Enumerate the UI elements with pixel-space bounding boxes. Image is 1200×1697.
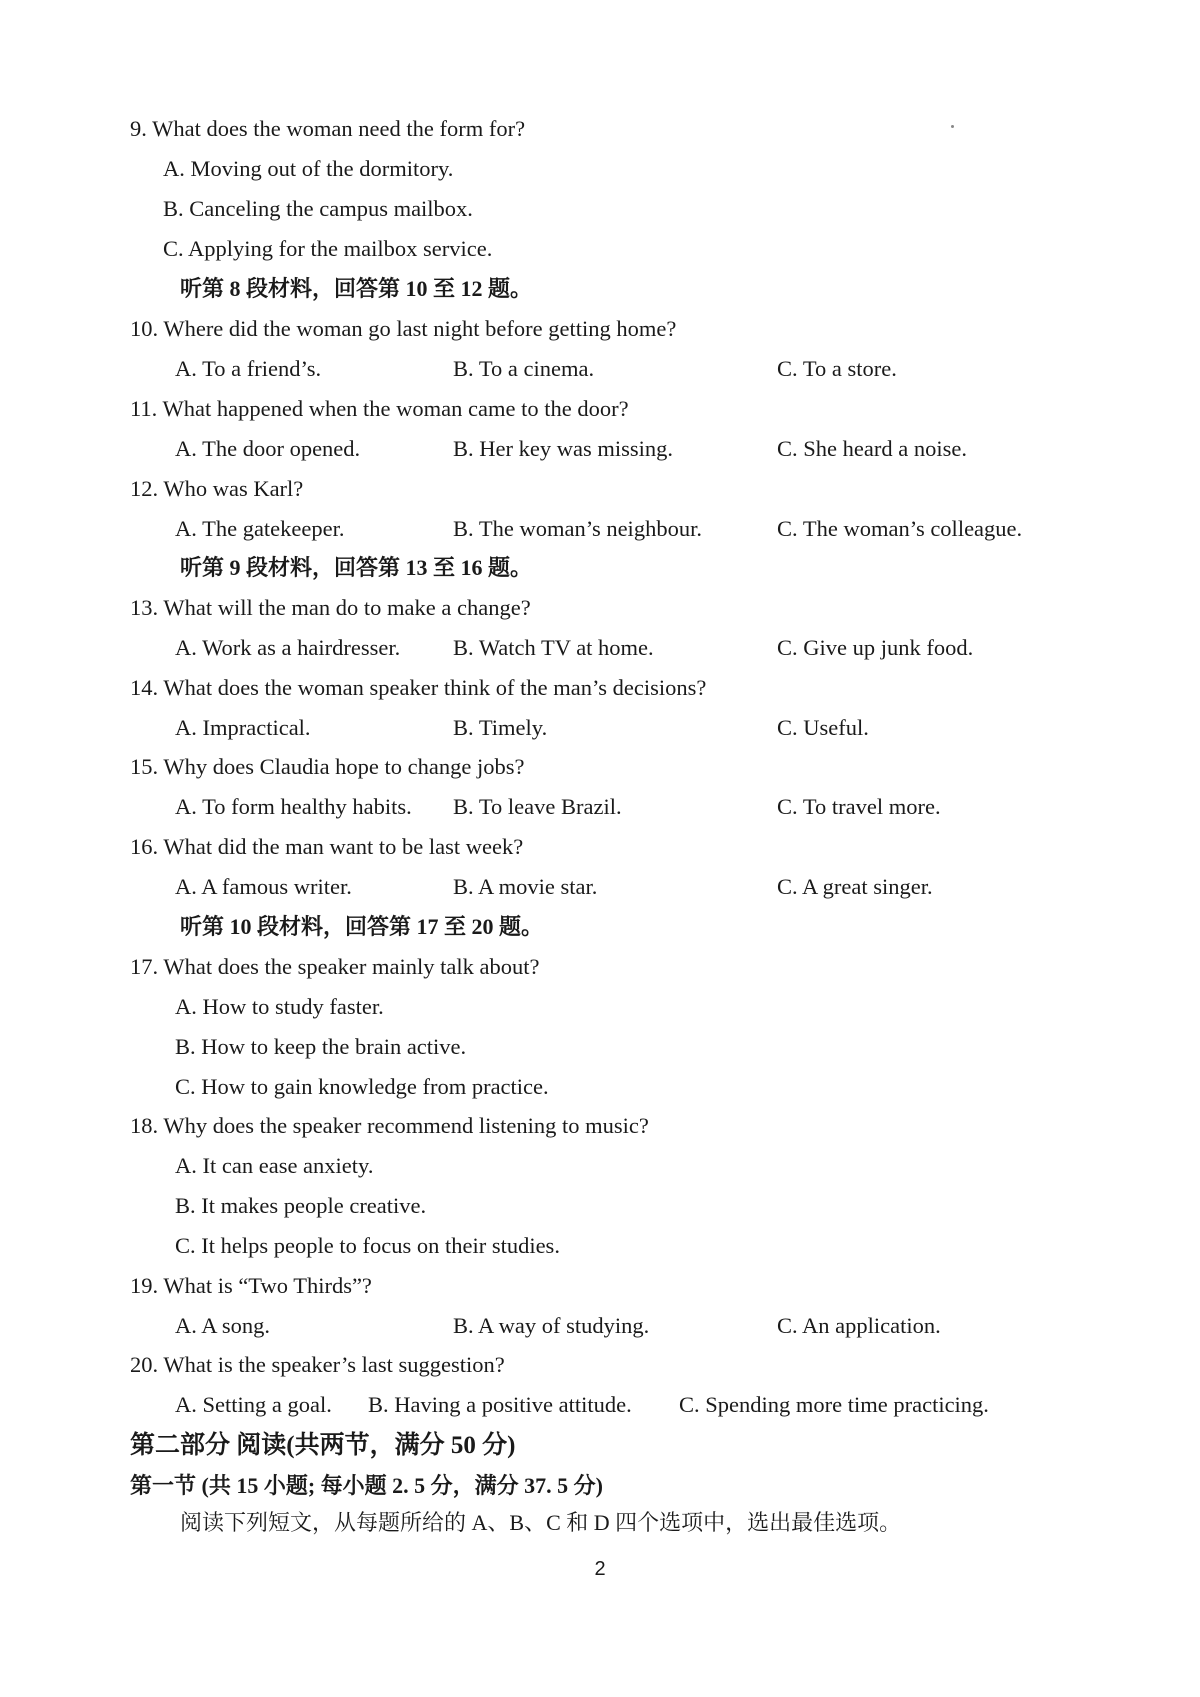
- question-14-stem: 14. What does the woman speaker think of the man’s decisions?: [130, 675, 707, 700]
- question-20-stem: 20. What is the speaker’s last suggestion?: [130, 1352, 505, 1377]
- scan-speck: [951, 125, 954, 128]
- question-9-stem: 9. What does the woman need the form for?: [130, 116, 526, 141]
- question-19-stem: 19. What is “Two Thirds”?: [130, 1273, 372, 1298]
- question-9-option-c: C. Applying for the mailbox service.: [163, 236, 493, 261]
- question-16-option-a: A. A famous writer.: [175, 874, 352, 899]
- question-12-stem: 12. Who was Karl?: [130, 476, 304, 501]
- question-13-option-b: B. Watch TV at home.: [453, 635, 654, 660]
- question-17-stem: 17. What does the speaker mainly talk about?: [130, 954, 540, 979]
- question-9-option-a: A. Moving out of the dormitory.: [163, 156, 454, 181]
- question-15-option-b: B. To leave Brazil.: [453, 794, 622, 819]
- question-13-stem: 13. What will the man do to make a change?: [130, 595, 531, 620]
- question-19-option-a: A. A song.: [175, 1313, 271, 1338]
- question-10-stem: 10. Where did the woman go last night before getting home?: [130, 316, 677, 341]
- question-9-option-b: B. Canceling the campus mailbox.: [163, 196, 473, 221]
- page-number: 2: [594, 1558, 606, 1580]
- question-14-option-b: B. Timely.: [453, 715, 548, 740]
- question-10-option-b: B. To a cinema.: [453, 356, 595, 381]
- section-one-heading: 第一节 (共 15 小题; 每小题 2. 5 分，满分 37. 5 分): [130, 1473, 603, 1498]
- question-11-option-b: B. Her key was missing.: [453, 436, 673, 461]
- question-12-option-a: A. The gatekeeper.: [175, 516, 345, 541]
- question-12-option-c: C. The woman’s colleague.: [777, 516, 1023, 541]
- question-16-option-c: C. A great singer.: [777, 874, 933, 899]
- question-11-option-c: C. She heard a noise.: [777, 436, 967, 461]
- question-16-stem: 16. What did the man want to be last week?: [130, 834, 524, 859]
- question-19-option-c: C. An application.: [777, 1313, 941, 1338]
- question-10-option-c: C. To a store.: [777, 356, 897, 381]
- question-20-option-b: B. Having a positive attitude.: [368, 1392, 632, 1417]
- listening-instruction-8: 听第 8 段材料，回答第 10 至 12 题。: [180, 276, 533, 301]
- part-two-heading: 第二部分 阅读(共两节，满分 50 分): [130, 1432, 516, 1459]
- listening-instruction-10: 听第 10 段材料，回答第 17 至 20 题。: [180, 914, 544, 939]
- question-13-option-c: C. Give up junk food.: [777, 635, 974, 660]
- question-13-option-a: A. Work as a hairdresser.: [175, 635, 401, 660]
- question-15-option-c: C. To travel more.: [777, 794, 941, 819]
- question-10-option-a: A. To a friend’s.: [175, 356, 322, 381]
- question-19-option-b: B. A way of studying.: [453, 1313, 650, 1338]
- question-11-stem: 11. What happened when the woman came to the door?: [130, 396, 629, 421]
- question-18-option-c: C. It helps people to focus on their studies.: [175, 1233, 560, 1258]
- question-15-stem: 15. Why does Claudia hope to change jobs?: [130, 754, 525, 779]
- listening-instruction-9: 听第 9 段材料，回答第 13 至 16 题。: [180, 555, 533, 580]
- question-16-option-b: B. A movie star.: [453, 874, 598, 899]
- question-17-option-a: A. How to study faster.: [175, 994, 384, 1019]
- question-18-option-a: A. It can ease anxiety.: [175, 1153, 374, 1178]
- question-12-option-b: B. The woman’s neighbour.: [453, 516, 702, 541]
- question-20-option-c: C. Spending more time practicing.: [679, 1392, 989, 1417]
- question-14-option-a: A. Impractical.: [175, 715, 311, 740]
- question-18-option-b: B. It makes people creative.: [175, 1193, 427, 1218]
- question-17-option-c: C. How to gain knowledge from practice.: [175, 1074, 549, 1099]
- question-18-stem: 18. Why does the speaker recommend listening to music?: [130, 1113, 649, 1138]
- question-14-option-c: C. Useful.: [777, 715, 869, 740]
- question-17-option-b: B. How to keep the brain active.: [175, 1034, 467, 1059]
- question-20-option-a: A. Setting a goal.: [175, 1392, 332, 1417]
- question-15-option-a: A. To form healthy habits.: [175, 794, 412, 819]
- question-11-option-a: A. The door opened.: [175, 436, 361, 461]
- reading-instruction: 阅读下列短文，从每题所给的 A、B、C 和 D 四个选项中，选出最佳选项。: [180, 1510, 902, 1535]
